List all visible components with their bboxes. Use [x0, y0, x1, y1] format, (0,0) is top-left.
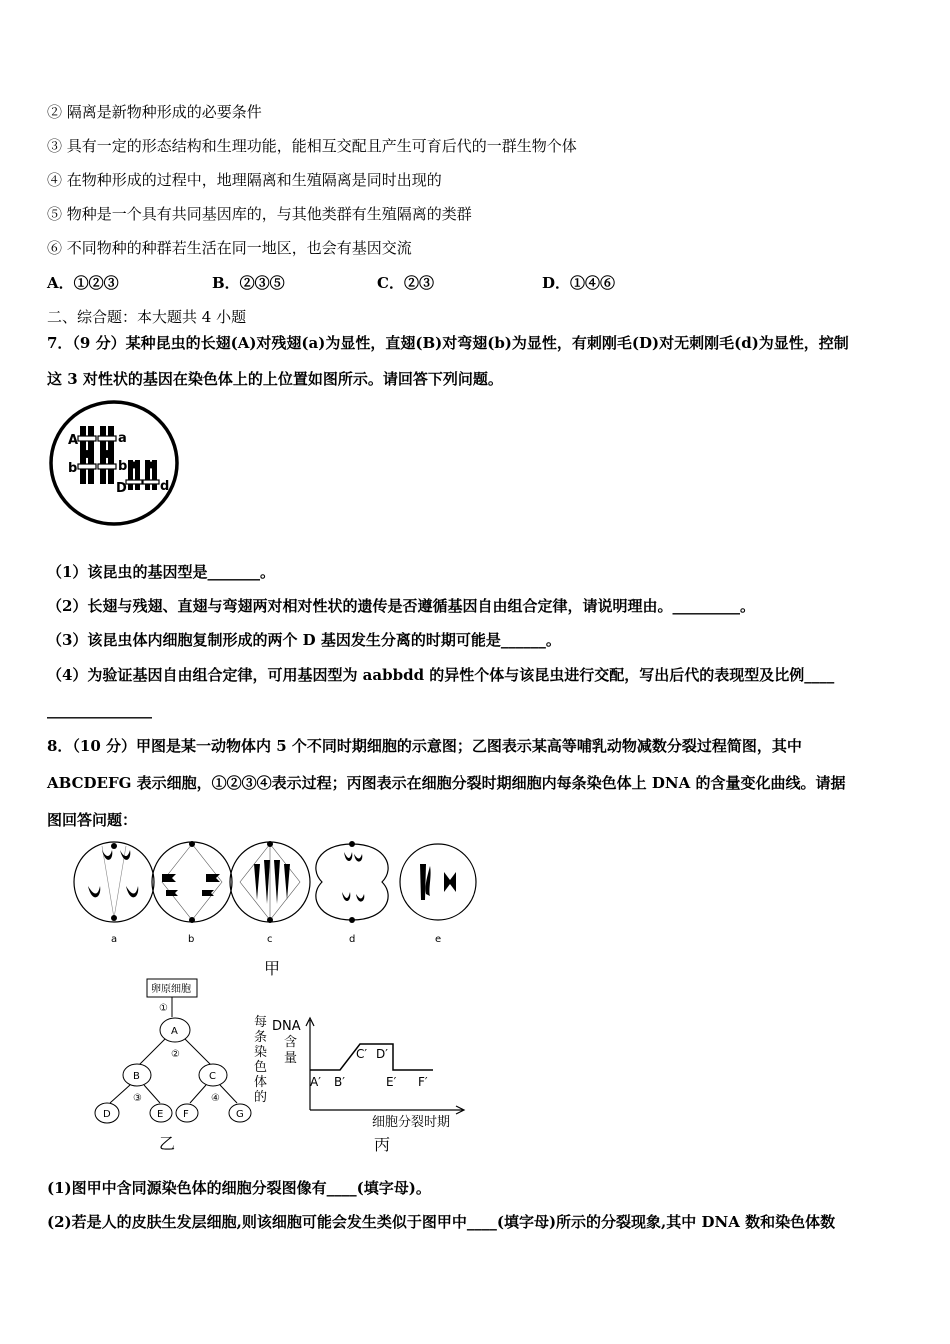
step-2: ② — [171, 1049, 180, 1060]
step-1: ① — [159, 1003, 168, 1014]
fig-yi — [85, 975, 265, 1155]
fig-jia — [66, 838, 486, 983]
statement-6: ⑥ 不同物种的种群若生活在同一地区，也会有基因交流 — [47, 239, 412, 257]
point-D: D′ — [376, 1047, 388, 1061]
cell-c — [230, 841, 310, 923]
point-C: C′ — [356, 1047, 368, 1061]
node-E: E — [157, 1109, 164, 1120]
q7-stem-line2: 这 3 对性状的基因在染色体上的上位置如图所示。请回答下列问题。 — [47, 370, 503, 388]
node-F: F — [183, 1109, 189, 1120]
q7-sub2: （2）长翅与残翅、直翅与弯翅两对相对性状的遗传是否遵循基因自由组合定律，请说明理由。_________。 — [47, 597, 755, 615]
cell-e — [400, 844, 476, 920]
cell-label-c: c — [267, 934, 273, 945]
x-axis-label: 细胞分裂时期 — [372, 1115, 451, 1130]
fig-bing-caption: 丙 — [374, 1135, 391, 1154]
q7-chromosome-figure — [48, 398, 183, 528]
q7-sub3: （3）该昆虫体内细胞复制形成的两个 D 基因发生分离的时期可能是______。 — [47, 631, 561, 649]
statement-5: ⑤ 物种是一个具有共同基因库的，与其他类群有生殖隔离的类群 — [47, 205, 472, 223]
q8-stem-line2: ABCDEFG 表示细胞，①②③④表示过程；丙图表示在细胞分裂时期细胞内每条染色体上 DNA 的含量变化曲线。请据 — [47, 774, 846, 792]
node-B: B — [133, 1071, 140, 1082]
q7-sub4-blank: ______________ — [47, 701, 152, 719]
oogonium-box-label: 卵原细胞 — [151, 984, 191, 995]
option-a[interactable]: A．①②③ — [47, 274, 119, 292]
cell-label-b: b — [188, 934, 195, 945]
section-title: 二、综合题：本大题共 4 小题 — [47, 308, 247, 326]
node-G: G — [236, 1109, 244, 1120]
option-d[interactable]: D．①④⑥ — [542, 274, 616, 292]
statement-4: ④ 在物种形成的过程中，地理隔离和生殖隔离是同时出现的 — [47, 171, 442, 189]
q8-sub1: (1)图甲中含同源染色体的细胞分裂图像有____(填字母)。 — [47, 1179, 431, 1197]
gene-label-b-right: b — [118, 459, 128, 474]
statement-3: ③ 具有一定的形态结构和生理功能，能相互交配且产生可育后代的一群生物个体 — [47, 137, 577, 155]
option-b[interactable]: B．②③⑤ — [212, 274, 285, 292]
node-C: C — [209, 1071, 216, 1082]
fig-bing — [248, 1010, 473, 1155]
gene-label-d: d — [160, 479, 170, 494]
point-B: B′ — [334, 1075, 345, 1089]
fig-jia-caption: 甲 — [264, 959, 281, 978]
gene-label-b-left: b — [68, 461, 78, 476]
node-A: A — [171, 1026, 178, 1037]
point-F: F′ — [418, 1075, 428, 1089]
cell-d — [316, 841, 388, 923]
q8-stem-line3: 图回答问题： — [47, 811, 138, 829]
cell-label-e: e — [435, 934, 442, 945]
y-axis-label-side: 含 量 — [284, 1035, 298, 1066]
cell-a — [74, 842, 154, 922]
gene-label-D: D — [116, 481, 127, 496]
q7-sub4: （4）为验证基因自由组合定律，可用基因型为 aabbdd 的异性个体与该昆虫进行交配，写出后代的表现型及比例____ — [47, 666, 835, 684]
node-D: D — [103, 1109, 111, 1120]
cell-b — [152, 841, 232, 923]
cell-label-d: d — [349, 934, 356, 945]
q7-stem-line1: 7．（9 分）某种昆虫的长翅(A)对残翅(a)为显性，直翅(B)对弯翅(b)为显性，有刺刚毛(D)对无刺刚毛(d)为显性，控制 — [47, 334, 849, 352]
point-A: A′ — [310, 1075, 321, 1089]
cell-label-a: a — [111, 934, 118, 945]
step-3: ③ — [133, 1093, 142, 1104]
statement-2: ② 隔离是新物种形成的必要条件 — [47, 103, 262, 121]
point-E: E′ — [386, 1075, 397, 1089]
option-c[interactable]: C．②③ — [377, 274, 434, 292]
gene-label-A: A — [68, 433, 79, 448]
fig-yi-caption: 乙 — [159, 1134, 176, 1153]
q7-sub1: （1）该昆虫的基因型是_______。 — [47, 563, 275, 581]
dna-curve — [310, 1044, 433, 1070]
gene-label-a: a — [118, 431, 127, 446]
q8-sub2: (2)若是人的皮肤生发层细胞,则该细胞可能会发生类似于图甲中____(填字母)所示的分裂现象,其中 DNA 数和染色体数 — [47, 1213, 836, 1231]
q8-stem-line1: 8．（10 分）甲图是某一动物体内 5 个不同时期细胞的示意图；乙图表示某高等哺乳动物减数分裂过程简图，其中 — [47, 737, 802, 755]
y-axis-label: DNA — [272, 1019, 301, 1034]
y-axis-label-vertical: 每 条 染 色 体 的 — [254, 1015, 268, 1105]
step-4: ④ — [211, 1093, 220, 1104]
